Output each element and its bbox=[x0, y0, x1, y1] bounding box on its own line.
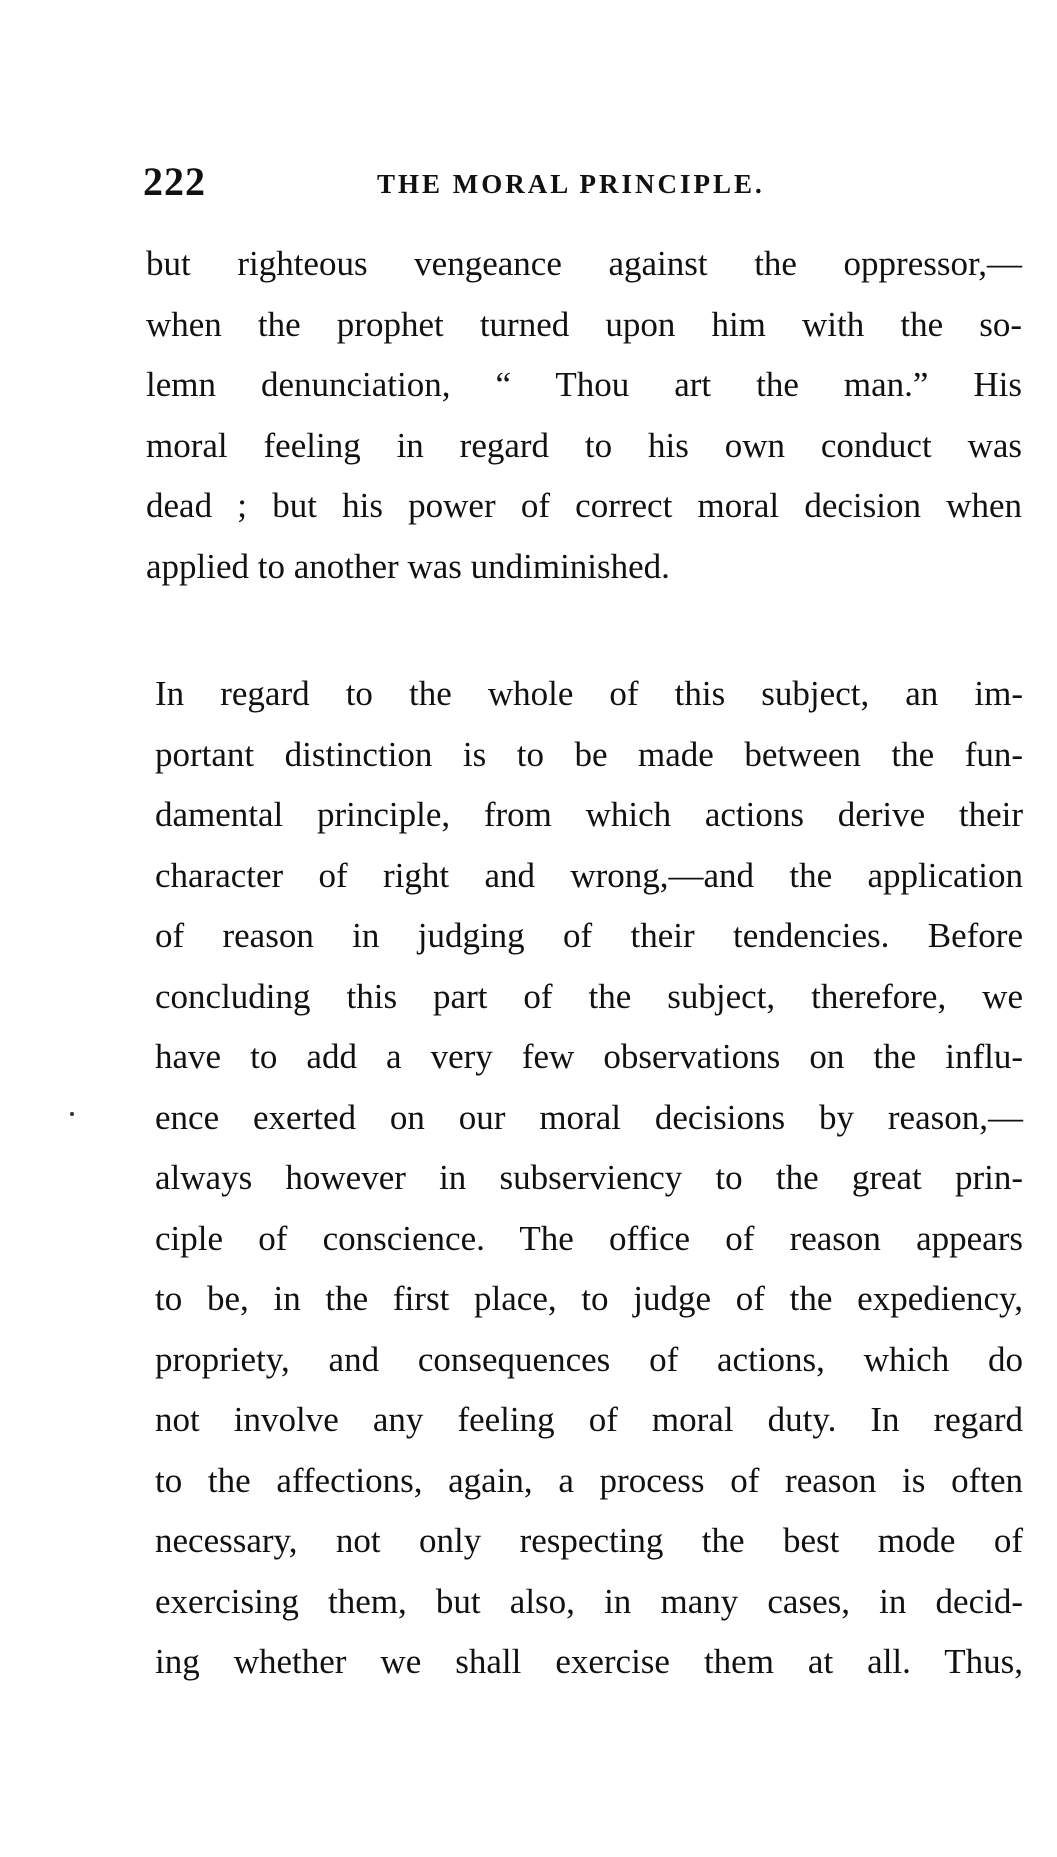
paragraph-1 bbox=[146, 234, 1022, 597]
ink-speck bbox=[70, 1112, 74, 1116]
text-line: dead ; but his power of correct moral decision when bbox=[146, 486, 1022, 525]
text-line: necessary, not only respecting the best mode of bbox=[155, 1521, 1023, 1560]
page-header bbox=[143, 158, 1023, 208]
text-line: propriety, and consequences of actions, which do bbox=[155, 1339, 1023, 1379]
text-line: always however in subserviency to the great prin- bbox=[155, 1158, 1023, 1197]
text-line: to be, in the first place, to judge of the expediency, bbox=[155, 1279, 1023, 1318]
paragraph-2 bbox=[155, 664, 1023, 1693]
running-title: THE MORAL PRINCIPLE. bbox=[377, 169, 765, 199]
text-line: exercising them, but also, in many cases, in decid- bbox=[155, 1581, 1023, 1621]
text-line: have to add a very few observations on the influ- bbox=[155, 1037, 1023, 1076]
text-line: not involve any feeling of moral duty. In regard bbox=[155, 1400, 1023, 1439]
text-line: In regard to the whole of this subject, an im- bbox=[155, 674, 1023, 713]
text-line: of reason in judging of their tendencies. Before bbox=[155, 916, 1023, 955]
text-line: moral feeling in regard to his own conduct was bbox=[146, 425, 1022, 465]
text-line: to the affections, again, a process of reason is often bbox=[155, 1460, 1023, 1500]
text-line: ing whether we shall exercise them at all. Thus, bbox=[155, 1642, 1023, 1681]
page-number: 222 bbox=[143, 159, 206, 204]
text-line: damental principle, from which actions derive their bbox=[155, 795, 1023, 834]
text-line: portant distinction is to be made between the fun- bbox=[155, 734, 1023, 774]
text-line: character of right and wrong,—and the application bbox=[155, 855, 1023, 895]
text-line: ciple of conscience. The office of reason appears bbox=[155, 1218, 1023, 1258]
text-line: when the prophet turned upon him with the so- bbox=[146, 304, 1022, 344]
text-line: but righteous vengeance against the oppressor,— bbox=[146, 244, 1022, 283]
text-line: concluding this part of the subject, therefore, we bbox=[155, 976, 1023, 1016]
text-line: lemn denunciation, “ Thou art the man.” His bbox=[146, 365, 1022, 404]
text-line: ence exerted on our moral decisions by reason,— bbox=[155, 1097, 1023, 1137]
text-line: applied to another was undiminished. bbox=[146, 546, 670, 586]
